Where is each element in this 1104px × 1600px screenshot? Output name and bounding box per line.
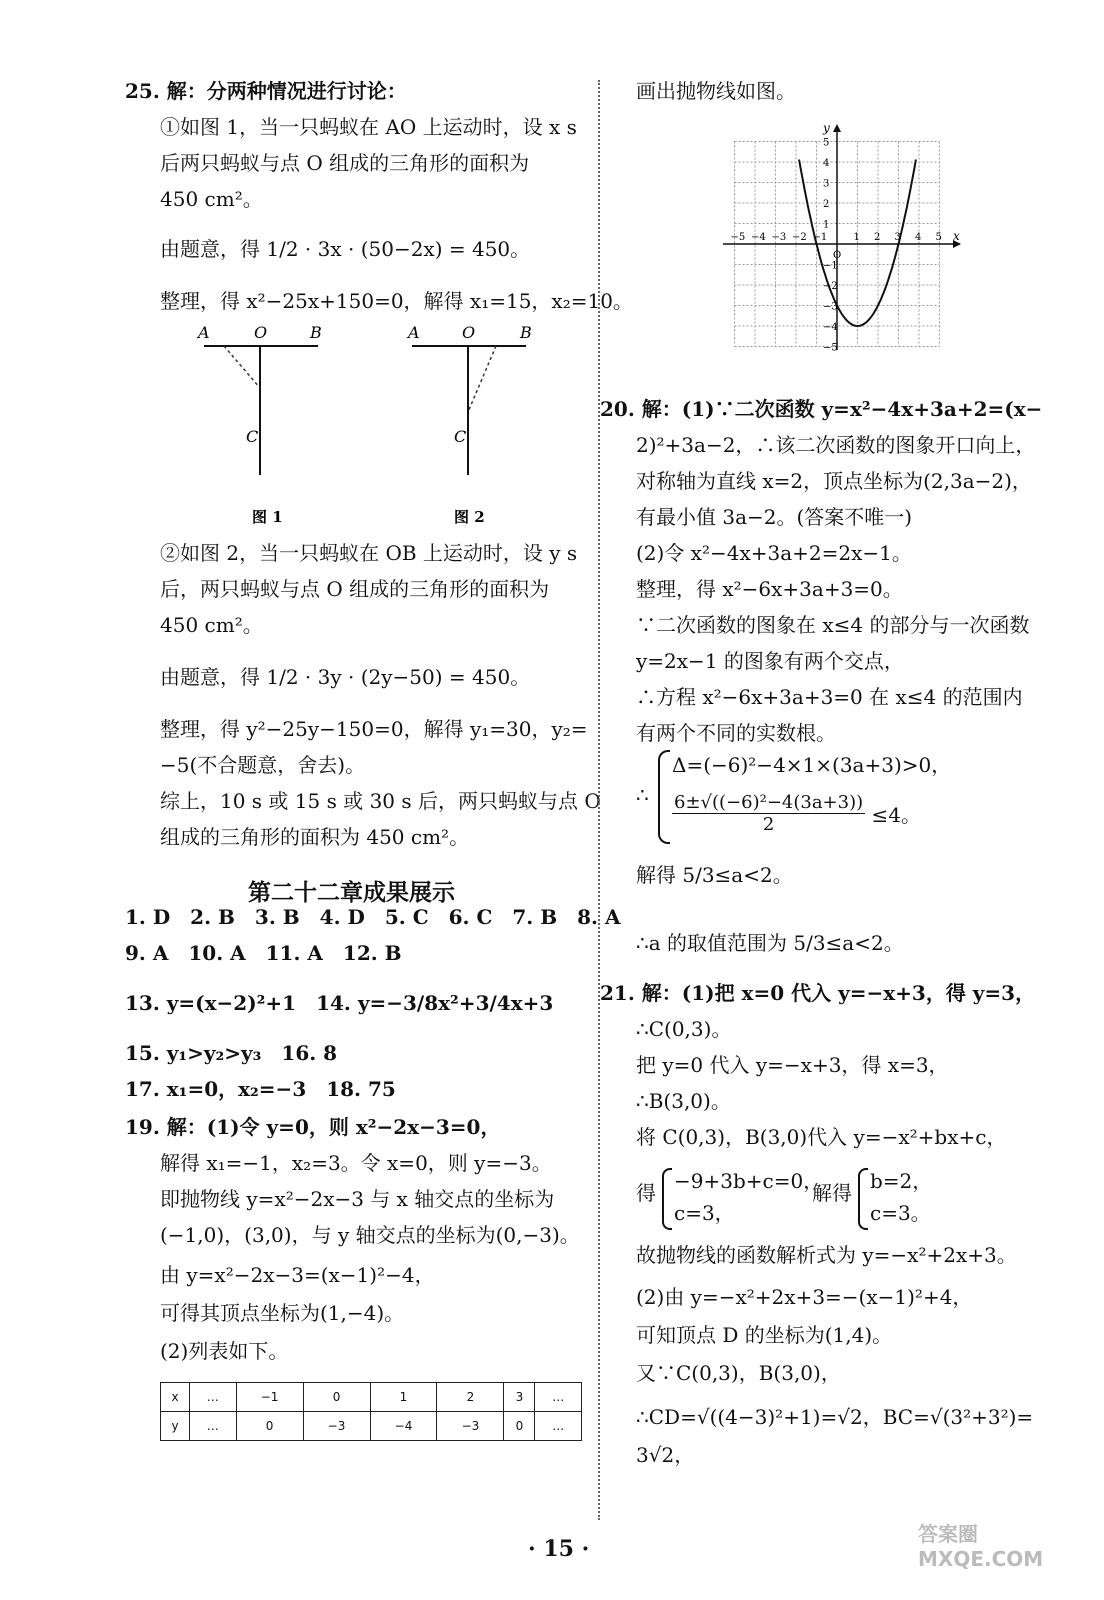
text-line: 由 y=x²−2x−3=(x−1)²−4， bbox=[160, 1263, 435, 1287]
x-tick-label: 5 bbox=[935, 232, 942, 243]
label-c: C bbox=[454, 427, 467, 446]
x-tick-label: 3 bbox=[894, 232, 901, 243]
text-line: 组成的三角形的面积为 450 cm²。 bbox=[160, 825, 470, 849]
text-line: 得 bbox=[636, 1181, 656, 1205]
problem-25-heading: 25. 解：分两种情况进行讨论： bbox=[125, 79, 407, 103]
text-line: (−1,0)，(3,0)，与 y 轴交点的坐标为(0,−3)。 bbox=[160, 1223, 580, 1247]
text-line: 整理，得 x²−6x+3a+3=0。 bbox=[636, 577, 903, 601]
x-tick-labels bbox=[731, 232, 942, 261]
text-line: 将 C(0,3)，B(3,0)代入 y=−x²+bx+c， bbox=[636, 1125, 1007, 1149]
text-line: y=2x−1 的图象有两个交点， bbox=[636, 649, 904, 673]
label-o: O bbox=[254, 323, 268, 342]
y-tick-label: −5 bbox=[823, 342, 838, 354]
figure-2-caption: 图 2 bbox=[454, 508, 485, 526]
problem-19-heading: 19. 解：(1)令 y=0，则 x²−2x−3=0， bbox=[125, 1115, 501, 1139]
page-number: · 15 · bbox=[528, 1536, 590, 1562]
answer-line: 13. y=(x−2)²+1 14. y=−3/8x²+3/4x+3 bbox=[125, 991, 554, 1015]
text-line: 解得 5/3≤a<2。 bbox=[636, 863, 793, 887]
system-line: −9+3b+c=0， bbox=[674, 1169, 824, 1193]
text-line: 450 cm²。 bbox=[160, 187, 263, 211]
table-cell: … bbox=[535, 1412, 582, 1441]
y-tick-labels bbox=[823, 138, 838, 354]
text-line: 450 cm²。 bbox=[160, 613, 263, 637]
text-line: ∴B(3,0)。 bbox=[636, 1089, 731, 1113]
label-a: A bbox=[408, 323, 420, 342]
text-line: 有最小值 3a−2。(答案不唯一) bbox=[636, 505, 913, 529]
x-tick-label: O bbox=[833, 250, 842, 261]
table-cell: 2 bbox=[437, 1383, 504, 1412]
problem-21-heading: 21. 解：(1)把 x=0 代入 y=−x+3，得 y=3， bbox=[600, 981, 1036, 1005]
table-cell: y bbox=[161, 1412, 190, 1441]
text-line: 由题意，得 1/2 · 3y · (2y−50) = 450。 bbox=[160, 665, 531, 689]
fraction-numerator: 6±√((−6)²−4(3a+3)) bbox=[674, 792, 864, 813]
system-line: c=3。 bbox=[870, 1201, 931, 1225]
text-line: 由题意，得 1/2 · 3x · (50−2x) = 450。 bbox=[160, 237, 531, 261]
text-line: (2)令 x²−4x+3a+2=2x−1。 bbox=[636, 541, 912, 565]
x-tick-label: −4 bbox=[751, 232, 766, 243]
fraction-inequality bbox=[672, 792, 921, 835]
text-line: 整理，得 x²−25x+150=0，解得 x₁=15，x₂=10。 bbox=[160, 289, 633, 313]
chapter-title: 第二十二章成果展示 bbox=[248, 880, 455, 906]
text-line: 即抛物线 y=x²−2x−3 与 x 轴交点的坐标为 bbox=[160, 1187, 555, 1211]
y-tick-label: 5 bbox=[823, 137, 830, 149]
table-cell: 1 bbox=[370, 1383, 437, 1412]
text-line: −5(不合题意，舍去)。 bbox=[160, 753, 366, 777]
label-c: C bbox=[246, 427, 259, 446]
text-line: ∴CD=√((4−3)²+1)=√2，BC=√(3²+3²)= bbox=[636, 1405, 1034, 1429]
fraction-denominator: 2 bbox=[762, 814, 775, 835]
table-cell: 0 bbox=[504, 1412, 535, 1441]
system-brace bbox=[658, 750, 670, 844]
text-line: ∴C(0,3)。 bbox=[636, 1017, 732, 1041]
table-cell: 0 bbox=[236, 1412, 303, 1441]
x-axis-label: x bbox=[953, 229, 960, 243]
x-tick-label: −2 bbox=[792, 232, 807, 243]
text-line: 对称轴为直线 x=2，顶点坐标为(2,3a−2)， bbox=[636, 469, 1032, 493]
text-line: 综上，10 s 或 15 s 或 30 s 后，两只蚂蚁与点 O bbox=[160, 789, 601, 813]
text-line: ①如图 1，当一只蚂蚁在 AO 上运动时，设 x s bbox=[160, 115, 577, 139]
table-row bbox=[161, 1412, 582, 1441]
x-tick-label: −5 bbox=[730, 232, 746, 243]
text-line: 又∵C(0,3)，B(3,0)， bbox=[636, 1361, 841, 1385]
fraction-tail: ≤4。 bbox=[871, 803, 921, 827]
x-tick-label: 4 bbox=[915, 232, 922, 243]
answer-line: 9. A 10. A 11. A 12. B bbox=[125, 941, 402, 965]
parabola-graph bbox=[715, 122, 965, 354]
text-line: (2)由 y=−x²+2x+3=−(x−1)²+4， bbox=[636, 1285, 973, 1309]
y-tick-label: 3 bbox=[823, 178, 830, 190]
problem-20-heading: 20. 解：(1)∵二次函数 y=x²−4x+3a+2=(x− bbox=[600, 397, 1043, 421]
label-o: O bbox=[462, 323, 476, 342]
answer-line: 1. D 2. B 3. B 4. D 5. C 6. C 7. B 8. A bbox=[125, 905, 621, 929]
text-line: ∴方程 x²−6x+3a+3=0 在 x≤4 的范围内 bbox=[636, 685, 1023, 709]
text-line: ∵二次函数的图象在 x≤4 的部分与一次函数 bbox=[636, 613, 1030, 637]
table-cell: −4 bbox=[370, 1412, 437, 1441]
figure-2 bbox=[406, 323, 532, 526]
y-tick-label: 2 bbox=[823, 199, 830, 210]
table-cell: … bbox=[535, 1383, 582, 1412]
figure-1-caption: 图 1 bbox=[252, 508, 283, 526]
x-tick-label: 1 bbox=[853, 232, 860, 243]
text-line: ②如图 2，当一只蚂蚁在 OB 上运动时，设 y s bbox=[160, 541, 578, 565]
text-line: 3√2， bbox=[636, 1443, 695, 1467]
column-divider bbox=[598, 80, 600, 1520]
text-line: 解得 x₁=−1，x₂=3。令 x=0，则 y=−3。 bbox=[160, 1151, 552, 1175]
figure-1 bbox=[196, 323, 322, 526]
text-line: 故抛物线的函数解析式为 y=−x²+2x+3。 bbox=[636, 1243, 1017, 1267]
text-line: 后，两只蚂蚁与点 O 组成的三角形的面积为 bbox=[160, 577, 550, 601]
x-tick-label: 2 bbox=[874, 232, 881, 243]
y-axis-label: y bbox=[823, 122, 830, 135]
value-table bbox=[160, 1382, 582, 1441]
x-tick-label: −3 bbox=[771, 232, 787, 243]
label-b: B bbox=[520, 323, 532, 342]
system-line: c=3， bbox=[674, 1201, 735, 1225]
table-cell: x bbox=[161, 1383, 190, 1412]
table-row bbox=[161, 1383, 582, 1412]
y-tick-label: 1 bbox=[823, 219, 830, 231]
text-line: 解得 bbox=[812, 1181, 852, 1205]
text-line: 可得其顶点坐标为(1,−4)。 bbox=[160, 1301, 405, 1325]
ant-figures bbox=[190, 320, 550, 530]
table-cell: … bbox=[190, 1383, 237, 1412]
text-line: 可知顶点 D 的坐标为(1,4)。 bbox=[636, 1323, 893, 1347]
text-line: ∴a 的取值范围为 5/3≤a<2。 bbox=[636, 931, 904, 955]
system-line-1: Δ=(−6)²−4×1×(3a+3)>0， bbox=[672, 753, 952, 777]
answer-line: 17. x₁=0，x₂=−3 18. 75 bbox=[125, 1077, 396, 1101]
table-cell: −3 bbox=[303, 1412, 370, 1441]
table-cell: 3 bbox=[504, 1383, 535, 1412]
y-tick-label: 4 bbox=[823, 158, 830, 169]
text-line: 把 y=0 代入 y=−x+3，得 x=3， bbox=[636, 1053, 949, 1077]
label-b: B bbox=[310, 323, 322, 342]
x-tick-label: −1 bbox=[812, 232, 828, 243]
table-cell: −1 bbox=[236, 1383, 303, 1412]
table-cell: 0 bbox=[303, 1383, 370, 1412]
text-line: (2)列表如下。 bbox=[160, 1339, 289, 1363]
text-line: 有两个不同的实数根。 bbox=[636, 721, 836, 745]
y-axis-arrow bbox=[833, 124, 841, 132]
watermark: 答案圈 MXQE.COM bbox=[918, 1522, 1044, 1571]
label-a: A bbox=[198, 323, 210, 342]
y-tick-label: −3 bbox=[823, 301, 838, 313]
system-brace bbox=[858, 1168, 868, 1230]
therefore-symbol: ∴ bbox=[636, 783, 649, 807]
answer-line: 15. y₁>y₂>y₃ 16. 8 bbox=[125, 1041, 338, 1065]
system-line: b=2， bbox=[870, 1169, 933, 1193]
system-brace bbox=[662, 1168, 672, 1230]
table-cell: … bbox=[190, 1412, 237, 1441]
y-tick-label: −2 bbox=[823, 281, 838, 292]
text-line: 整理，得 y²−25y−150=0，解得 y₁=30，y₂= bbox=[160, 717, 588, 741]
text-line: 画出抛物线如图。 bbox=[636, 79, 796, 103]
table-cell: −3 bbox=[437, 1412, 504, 1441]
y-tick-label: −1 bbox=[823, 260, 838, 272]
text-line: 2)²+3a−2，∴该二次函数的图象开口向上， bbox=[636, 433, 1036, 457]
text-line: 后两只蚂蚁与点 O 组成的三角形的面积为 bbox=[160, 151, 530, 175]
y-tick-label: −4 bbox=[823, 322, 838, 333]
